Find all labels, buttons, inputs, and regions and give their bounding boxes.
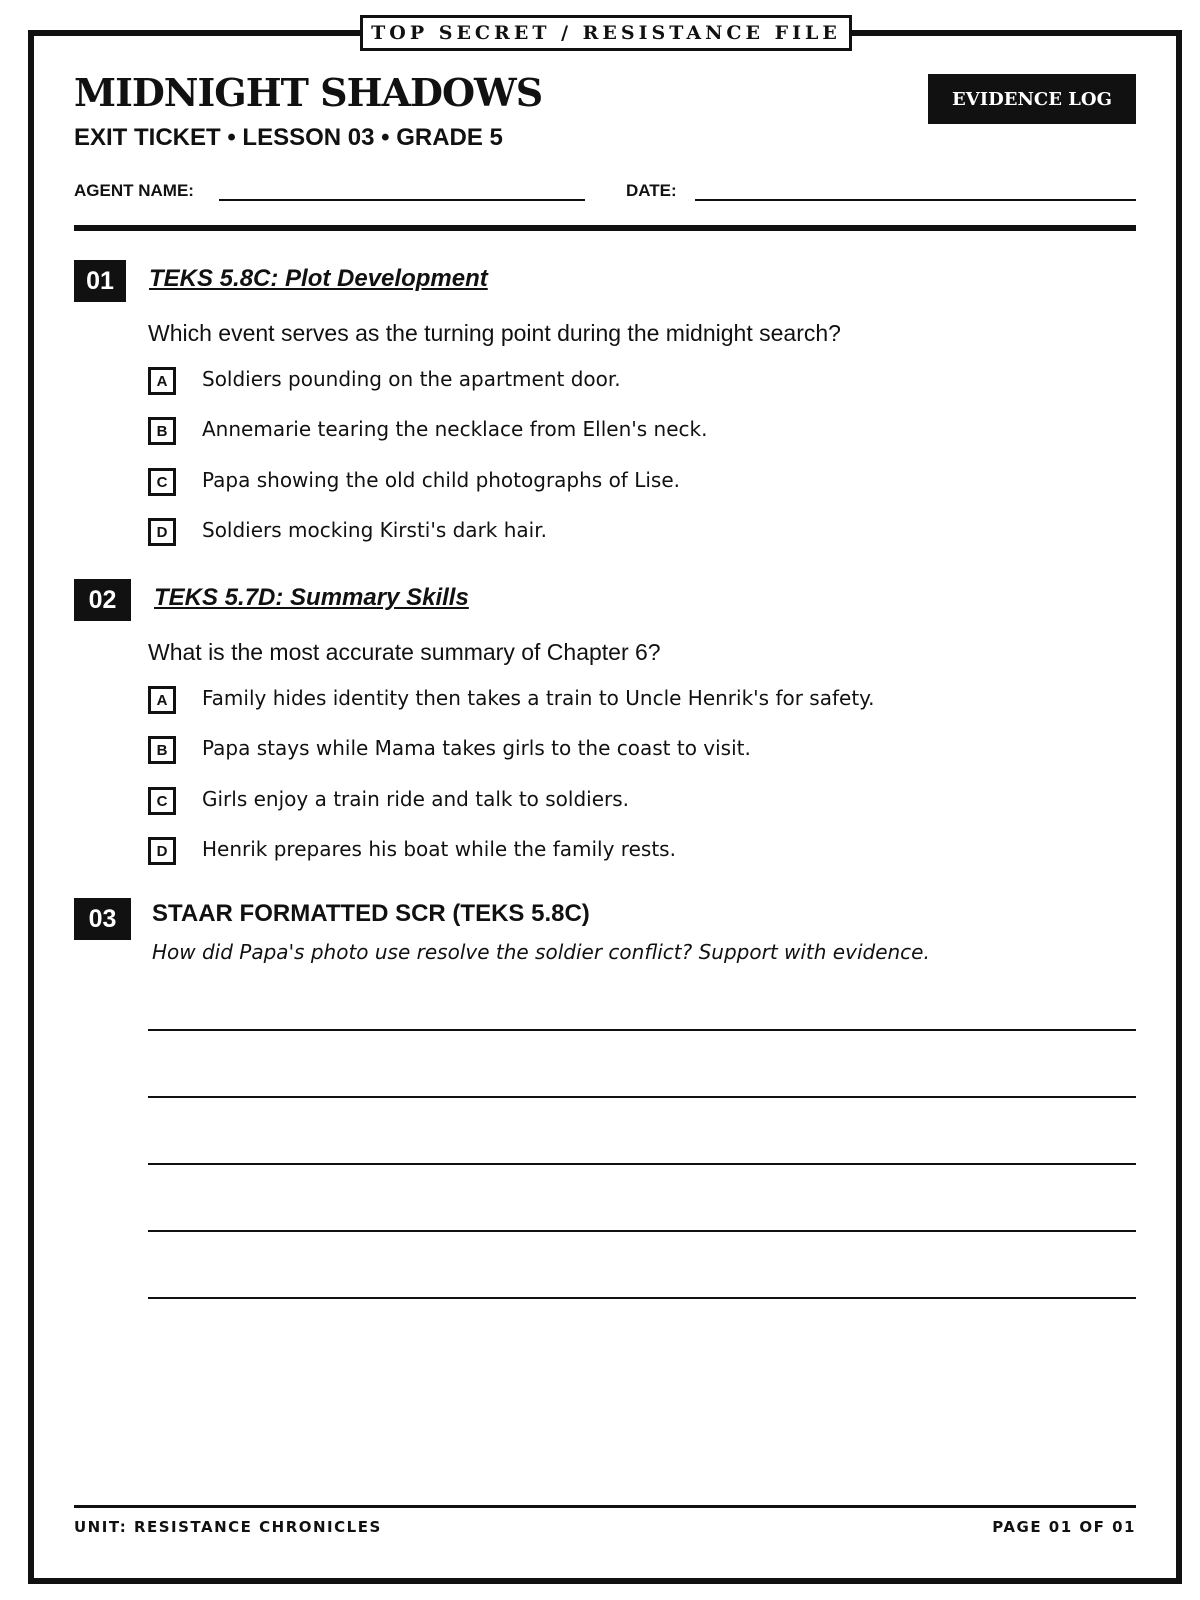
question-number-badge: 01: [74, 260, 126, 302]
answer-line[interactable]: [148, 1230, 1136, 1232]
option-letter-box[interactable]: D: [148, 837, 176, 865]
option-letter-box[interactable]: C: [148, 468, 176, 496]
answer-option[interactable]: [148, 468, 1108, 504]
page-title: MIDNIGHT SHADOWS: [74, 70, 543, 115]
answer-line[interactable]: [148, 1163, 1136, 1165]
option-text: Papa stays while Mama takes girls to the coast to visit.: [202, 736, 751, 760]
agent-name-label: AGENT NAME:: [74, 181, 194, 200]
option-letter-box[interactable]: B: [148, 736, 176, 764]
answer-line[interactable]: [148, 1029, 1136, 1031]
question-text: Which event serves as the turning point during the midnight search?: [148, 320, 841, 346]
option-letter-box[interactable]: A: [148, 686, 176, 714]
scr-prompt: How did Papa's photo use resolve the soldier conflict? Support with evidence.: [152, 940, 930, 964]
evidence-log-button[interactable]: EVIDENCE LOG: [928, 74, 1136, 124]
option-letter-box[interactable]: B: [148, 417, 176, 445]
option-text: Papa showing the old child photographs of Lise.: [202, 468, 680, 492]
answer-option[interactable]: [148, 367, 1108, 403]
top-secret-stamp: TOP SECRET / RESISTANCE FILE: [360, 15, 852, 51]
question-text: What is the most accurate summary of Chapter 6?: [148, 639, 661, 665]
question-number-badge: 03: [74, 898, 131, 940]
answer-option[interactable]: [148, 837, 1108, 873]
question-heading: TEKS 5.8C: Plot Development: [149, 265, 488, 292]
option-letter-box[interactable]: C: [148, 787, 176, 815]
option-text: Soldiers mocking Kirsti's dark hair.: [202, 518, 547, 542]
date-field[interactable]: [695, 199, 1136, 201]
question-number-badge: 02: [74, 579, 131, 621]
option-letter-box[interactable]: A: [148, 367, 176, 395]
answer-line[interactable]: [148, 1297, 1136, 1299]
answer-option[interactable]: [148, 686, 1108, 722]
date-label: DATE:: [626, 181, 677, 200]
option-text: Girls enjoy a train ride and talk to soldiers.: [202, 787, 630, 811]
footer-divider: [74, 1505, 1136, 1508]
scr-heading: STAAR FORMATTED SCR (TEKS 5.8C): [152, 900, 590, 927]
answer-option[interactable]: [148, 787, 1108, 823]
answer-line[interactable]: [148, 1096, 1136, 1098]
answer-option[interactable]: [148, 518, 1108, 554]
option-text: Family hides identity then takes a train to Uncle Henrik's for safety.: [202, 686, 875, 710]
page-subtitle: EXIT TICKET • LESSON 03 • GRADE 5: [74, 124, 503, 151]
header-divider: [74, 225, 1136, 231]
footer-page-number: PAGE 01 OF 01: [992, 1518, 1136, 1536]
option-letter-box[interactable]: D: [148, 518, 176, 546]
option-text: Soldiers pounding on the apartment door.: [202, 367, 621, 391]
option-text: Annemarie tearing the necklace from Ellen's neck.: [202, 417, 708, 441]
option-text: Henrik prepares his boat while the family rests.: [202, 837, 676, 861]
answer-option[interactable]: [148, 417, 1108, 453]
footer-unit: UNIT: RESISTANCE CHRONICLES: [74, 1518, 382, 1536]
question-heading: TEKS 5.7D: Summary Skills: [154, 584, 469, 611]
agent-name-field[interactable]: [219, 199, 585, 201]
answer-option[interactable]: [148, 736, 1108, 772]
